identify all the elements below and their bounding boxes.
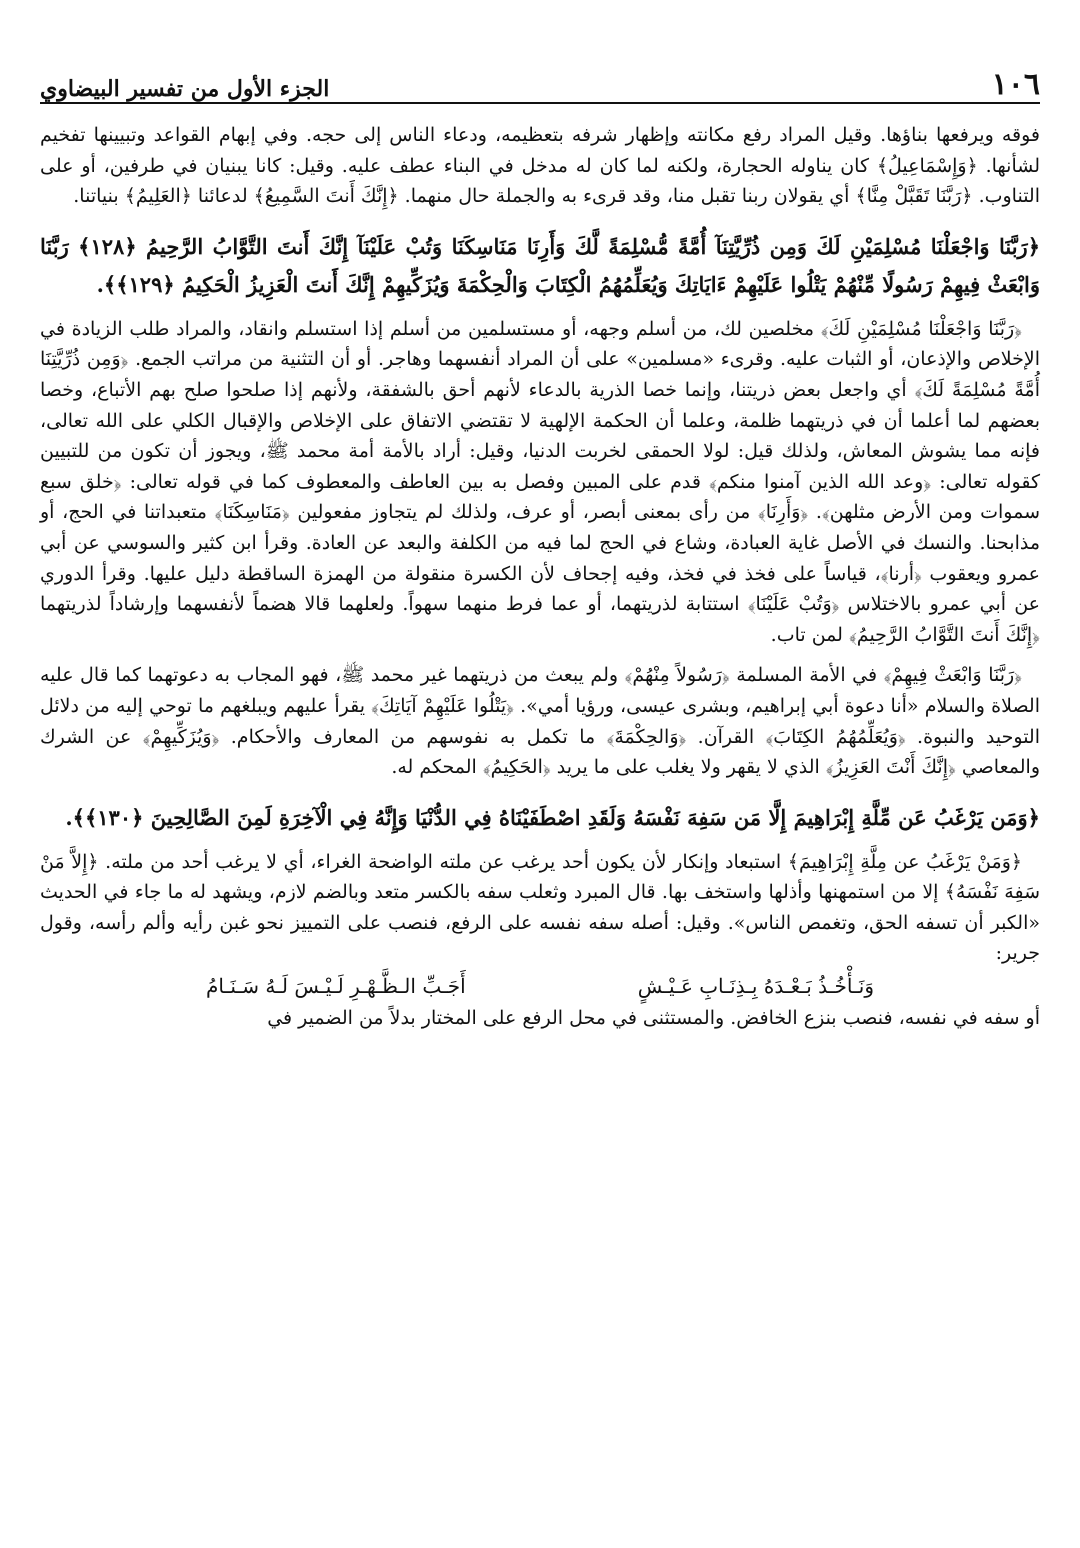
commentary-paragraph: فوقه ويرفعها بناؤها. وقيل المراد رفع مكانته وإظهار شرفه بتعظيمه، ودعاء الناس إلى حجه. وفي إبهام القواعد وتبيينها تفخيم لشأنها. ﴿وَإِسْمَاعِيلُ﴾ كان يناوله الحجارة، ولكنه لما كان له مدخل في البناء عطف عليه. وقيل: كانا يبنيان في طرفين، أو على التناوب. ﴿رَبَّنَا تَقَبَّلْ مِنَّا﴾ أي يقولان ربنا تقبل منا، وقد قرىء به والجملة حال منهما. ﴿إِنَّكَ أَنتَ السَّمِيعُ﴾ لدعائنا ﴿العَلِيمُ﴾ بنياتنا.: [40, 124, 1040, 208]
page-number: ١٠٦: [991, 67, 1040, 102]
page-header: [40, 58, 1040, 104]
poem-verse: [40, 969, 1040, 1003]
commentary-paragraph: ﴿وَمَنْ يَرْغَبُ عن مِلَّةِ إِبْرَاهِيمَ﴾ استبعاد وإنكار لأن يكون أحد يرغب عن ملته الواضحة الغراء، أي لا يرغب أحد من ملته. ﴿إِلاَّ مَنْ سَفِهَ نَفْسَهُ﴾ إلا من استمهنها وأذلها واستخف بها. قال المبرد وثعلب سفه بالكسر متعد وبالضم لازم، ويشهد له ما جاء في الحديث «الكبر أن تسفه الحق، وتغمص الناس». وقيل: أصله سفه نفسه على الرفع، فنصب على التمييز نحو غبن رأيه وألم رأسه، وقول جرير:: [40, 850, 1040, 965]
page: [40, 58, 1040, 1034]
quran-verse-block: ﴿رَبَّنَا وَاجْعَلْنَا مُسْلِمَيْنِ لَكَ وَمِن ذُرِّيَّتِنَآ أُمَّةً مُّسْلِمَةً لَّكَ وَأَرِنَا مَنَاسِكَنَا وَتُبْ عَلَيْنَآ إِنَّكَ أَنتَ التَّوَّابُ الرَّحِيمُ ﴿١٢٨﴾ رَبَّنَا وَابْعَثْ فِيهِمْ رَسُولًا مِّنْهُمْ يَتْلُوا عَلَيْهِمْ ءَايَاتِكَ وَيُعَلِّمُهُمُ الْكِتَابَ وَالْحِكْمَةَ وَيُزَكِّيهِمْ إِنَّكَ أَنتَ الْعَزِيزُ الْحَكِيمُ ﴿١٢٩﴾﴾.: [40, 233, 1040, 297]
commentary-paragraph: ﴿رَبَّنَا وَاجْعَلْنَا مُسْلِمَيْنِ لَكَ﴾ مخلصين لك، من أسلم وجهه، أو مستسلمين من أسلم إذا استسلم وانقاد، والمراد طلب الزيادة في الإخلاص والإذعان، أو الثبات عليه. وقرىء «مسلمين» على أن المراد أنفسهما وهاجر. أو أن التثنية من مراتب الجمع. ﴿وَمِن ذُرِّيَّتِنَا أُمَّةً مُسْلِمَةً لَكَ﴾ أي واجعل بعض ذريتنا، وإنما خصا الذرية بالدعاء لأنهم أحق بالشفقة، ولأنهم إذا صلحوا صلح بهم الأتباع، وخصا بعضهم لما أعلما أن في ذريتهما ظلمة، وعلما أن الحكمة الإلهية لا تقتضي الاتفاق على الإخلاص والإقبال الكلي على الله تعالى، فإنه مما يشوش المعاش، ولذلك قيل: لولا الحمقى لخربت الدنيا، وقيل: أراد بالأمة أمة محمد ﷺ، ويجوز أن تكون من للتبيين كقوله تعالى: ﴿وعد الله الذين آمنوا منكم﴾ قدم على المبين وفصل به بين العاطف والمعطوف كما في قوله تعالى: ﴿خلق سبع سموات ومن الأرض مثلهن﴾. ﴿وَأَرِنَا﴾ من رأى بمعنى أبصر، أو عرف، ولذلك لم يتجاوز مفعولين ﴿مَنَاسِكَنَا﴾ متعبداتنا في الحج، أو مذابحنا. والنسك في الأصل غاية العبادة، وشاع في الحج لما فيه من الكلفة والبعد عن العادة. وقرأ ابن كثير والسوسي عن أبي عمرو ويعقوب ﴿أرنا﴾، قياساً على فخذ في فخذ، وفيه إجحاف لأن الكسرة منقولة من الهمزة الساقطة دليل عليها. وقرأ الدوري عن أبي عمرو بالاختلاس ﴿وَتُبْ عَلَيْنَا﴾ استتابة لذريتهما، أو عما فرط منهما سهواً. ولعلهما قالا هضماً لأنفسهما وإرشاداً لذريتهما ﴿إِنَّكَ أَنتَ التَّوَّابُ الرَّحِيمُ﴾ لمن تاب.: [40, 317, 1040, 646]
running-title: الجزء الأول من تفسير البيضاوي: [40, 76, 330, 102]
commentary-paragraph: ﴿رَبَّنَا وَابْعَثْ فِيهِمْ﴾ في الأمة المسلمة ﴿رَسُولاً مِنْهُمْ﴾ ولم يبعث من ذريتهما غير محمد ﷺ، فهو المجاب به دعوتهما كما قال عليه الصلاة والسلام «أنا دعوة أبي إبراهيم، وبشرى عيسى، ورؤيا أمي». ﴿يَتْلُوا عَلَيْهِمْ آيَاتِكَ﴾ يقرأ عليهم ويبلغهم ما توحي إليه من دلائل التوحيد والنبوة. ﴿وَيُعَلِّمُهُمُ الكِتَابَ﴾ القرآن. ﴿وَالحِكْمَةَ﴾ ما تكمل به نفوسهم من المعارف والأحكام. ﴿وَيُزَكِّيهِمْ﴾ عن الشرك والمعاصي ﴿إِنَّكَ أَنْتَ العَزِيزُ﴾ الذي لا يقهر ولا يغلب على ما يريد ﴿الحَكِيمُ﴾ المحكم له.: [40, 664, 1040, 779]
commentary-paragraph: أو سفه في نفسه، فنصب بنزع الخافض. والمستثنى في محل الرفع على المختار بدلاً من الضمير في: [267, 1007, 1040, 1030]
quran-verse-block: ﴿وَمَن يَرْغَبُ عَن مِّلَّةِ إِبْرَاهِيمَ إِلَّا مَن سَفِهَ نَفْسَهُ وَلَقَدِ اصْطَفَيْنَاهُ فِي الدُّنْيَا وَإِنَّهُ فِي الْآخِرَةِ لَمِنَ الصَّالِحِينَ ﴿١٣٠﴾﴾.: [65, 804, 1040, 830]
poem-hemistich-left: أَجَـبِّ الـظَّـهْـرِ لَـيْـسَ لَـهُ سَـنَـامُ: [205, 974, 466, 999]
poem-hemistich-right: وَنَـأْخُـذُ بَـعْـدَهُ بِـذِنَـابِ عَـيْـشٍ: [637, 974, 875, 999]
